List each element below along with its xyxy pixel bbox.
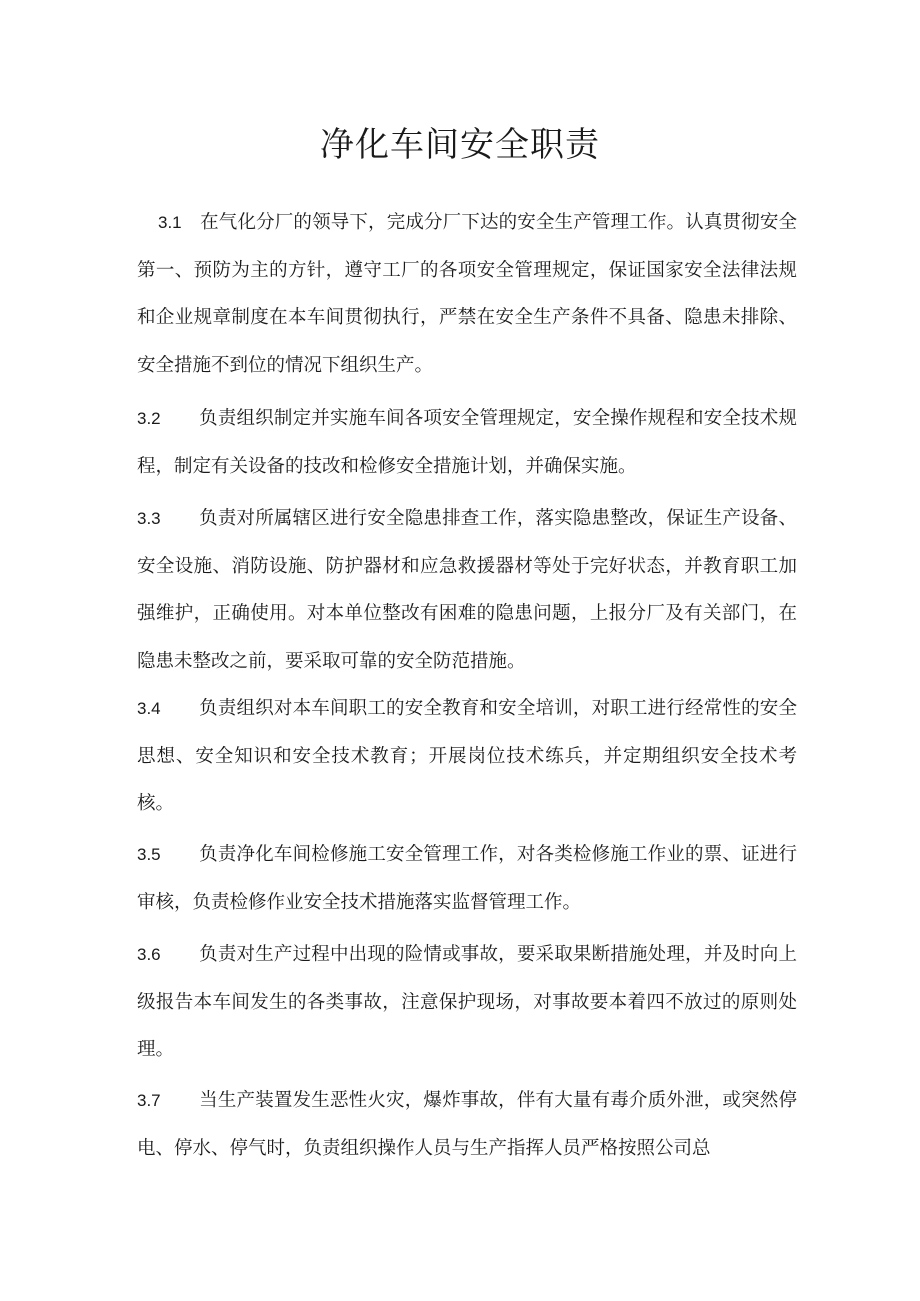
paragraph-text: 负责净化车间检修施工安全管理工作，对各类检修施工作业的票、证进行审核，负责检修作业安全技术措施落实监督管理工作。 [137, 844, 797, 913]
paragraph-3-4 [137, 685, 797, 828]
paragraph-number: 3.5 [137, 845, 161, 864]
paragraph-number: 3.3 [137, 509, 161, 528]
paragraph-text: 当生产装置发生恶性火灾，爆炸事故，伴有大量有毒介质外泄，或突然停电、停水、停气时，负责组织操作人员与生产指挥人员严格按照公司总 [137, 1090, 797, 1159]
paragraph-text: 负责组织对本车间职工的安全教育和安全培训，对职工进行经常性的安全思想、安全知识和安全技术教育；开展岗位技术练兵，并定期组织安全技术考核。 [137, 698, 797, 814]
paragraph-text: 在气化分厂的领导下，完成分厂下达的安全生产管理工作。认真贯彻安全第一、预防为主的方针，遵守工厂的各项安全管理规定，保证国家安全法律法规和企业规章制度在本车间贯彻执行，严禁在安全生产条件不具备、隐患未排除、安全措施不到位的情况下组织生产。 [137, 212, 797, 376]
paragraph-3-2 [137, 395, 797, 490]
paragraph-3-5 [137, 831, 797, 926]
paragraph-3-1 [137, 199, 797, 389]
paragraph-text: 负责组织制定并实施车间各项安全管理规定，安全操作规程和安全技术规程，制定有关设备的技改和检修安全措施计划，并确保实施。 [137, 408, 797, 477]
document-title: 净化车间安全职责 [320, 125, 600, 165]
paragraph-number: 3.7 [137, 1091, 161, 1110]
paragraph-number: 3.6 [137, 945, 161, 964]
paragraph-number: 3.4 [137, 699, 161, 718]
paragraph-text: 负责对所属辖区进行安全隐患排查工作，落实隐患整改，保证生产设备、安全设施、消防设施、防护器材和应急救援器材等处于完好状态，并教育职工加强维护，正确使用。对本单位整改有困难的隐患问题，上报分厂及有关部门，在隐患未整改之前，要采取可靠的安全防范措施。 [137, 508, 797, 672]
paragraph-3-7 [137, 1077, 797, 1172]
paragraph-number: 3.1 [158, 213, 182, 232]
paragraph-text: 负责对生产过程中出现的险情或事故，要采取果断措施处理，并及时向上级报告本车间发生的各类事故，注意保护现场，对事故要本着四不放过的原则处理。 [137, 944, 797, 1060]
paragraph-number: 3.2 [137, 409, 161, 428]
paragraph-3-6 [137, 931, 797, 1074]
paragraph-3-3 [137, 495, 797, 685]
